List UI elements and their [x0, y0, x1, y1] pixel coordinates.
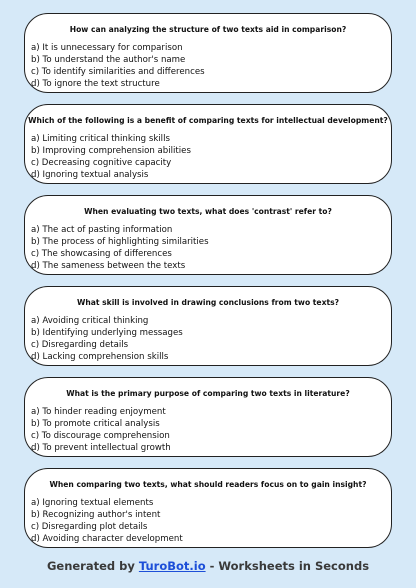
option-b: b) Recognizing author's intent: [31, 510, 161, 520]
option-a: a) It is unnecessary for comparison: [31, 43, 183, 53]
options-list: [31, 406, 171, 454]
option-c: c) Disregarding plot details: [31, 522, 148, 532]
option-b: b) To promote critical analysis: [31, 419, 160, 429]
option-a: a) Limiting critical thinking skills: [31, 134, 170, 144]
option-b: b) To understand the author's name: [31, 55, 186, 65]
question-card-5: [24, 377, 392, 457]
option-c: c) Decreasing cognitive capacity: [31, 158, 172, 168]
option-b: b) The process of highlighting similarities: [31, 237, 209, 247]
question-card-4: [24, 286, 392, 366]
options-list: [31, 497, 183, 545]
option-c: c) Disregarding details: [31, 340, 129, 350]
question-text: When evaluating two texts, what does 'contrast' refer to?: [84, 207, 332, 216]
question-text: How can analyzing the structure of two texts aid in comparison?: [69, 25, 347, 34]
option-d: d) Ignoring textual analysis: [31, 170, 149, 180]
option-d: d) To prevent intellectual growth: [31, 443, 171, 453]
question-text: Which of the following is a benefit of comparing texts for intellectual development?: [28, 116, 388, 125]
question-card-3: [24, 195, 392, 275]
brand-link[interactable]: TuroBot.io: [138, 559, 206, 573]
options-list: [31, 224, 209, 272]
option-b: b) Identifying underlying messages: [31, 328, 183, 338]
options-list: [31, 315, 183, 363]
question-card-6: [24, 468, 392, 548]
option-c: c) To discourage comprehension: [31, 431, 170, 441]
option-b: b) Improving comprehension abilities: [31, 146, 191, 156]
footer: [0, 559, 416, 573]
option-c: c) The showcasing of differences: [31, 249, 172, 259]
option-d: d) Lacking comprehension skills: [31, 352, 169, 362]
option-c: c) To identify similarities and differences: [31, 67, 205, 77]
options-list: [31, 42, 205, 90]
option-a: a) To hinder reading enjoyment: [31, 407, 166, 417]
option-a: a) The act of pasting information: [31, 225, 173, 235]
footer-prefix: Generated by: [46, 559, 139, 573]
option-a: a) Ignoring textual elements: [31, 498, 154, 508]
question-text: What skill is involved in drawing conclusions from two texts?: [76, 298, 340, 307]
question-text: When comparing two texts, what should readers focus on to gain insight?: [49, 480, 367, 489]
option-d: d) To ignore the text structure: [31, 79, 160, 89]
option-a: a) Avoiding critical thinking: [31, 316, 149, 326]
question-card-2: [24, 104, 392, 184]
footer-suffix: - Worksheets in Seconds: [205, 559, 370, 573]
option-d: d) The sameness between the texts: [31, 261, 186, 271]
option-d: d) Avoiding character development: [31, 534, 183, 544]
options-list: [31, 133, 191, 181]
question-text: What is the primary purpose of comparing two texts in literature?: [66, 389, 350, 398]
question-card-1: [24, 13, 392, 93]
